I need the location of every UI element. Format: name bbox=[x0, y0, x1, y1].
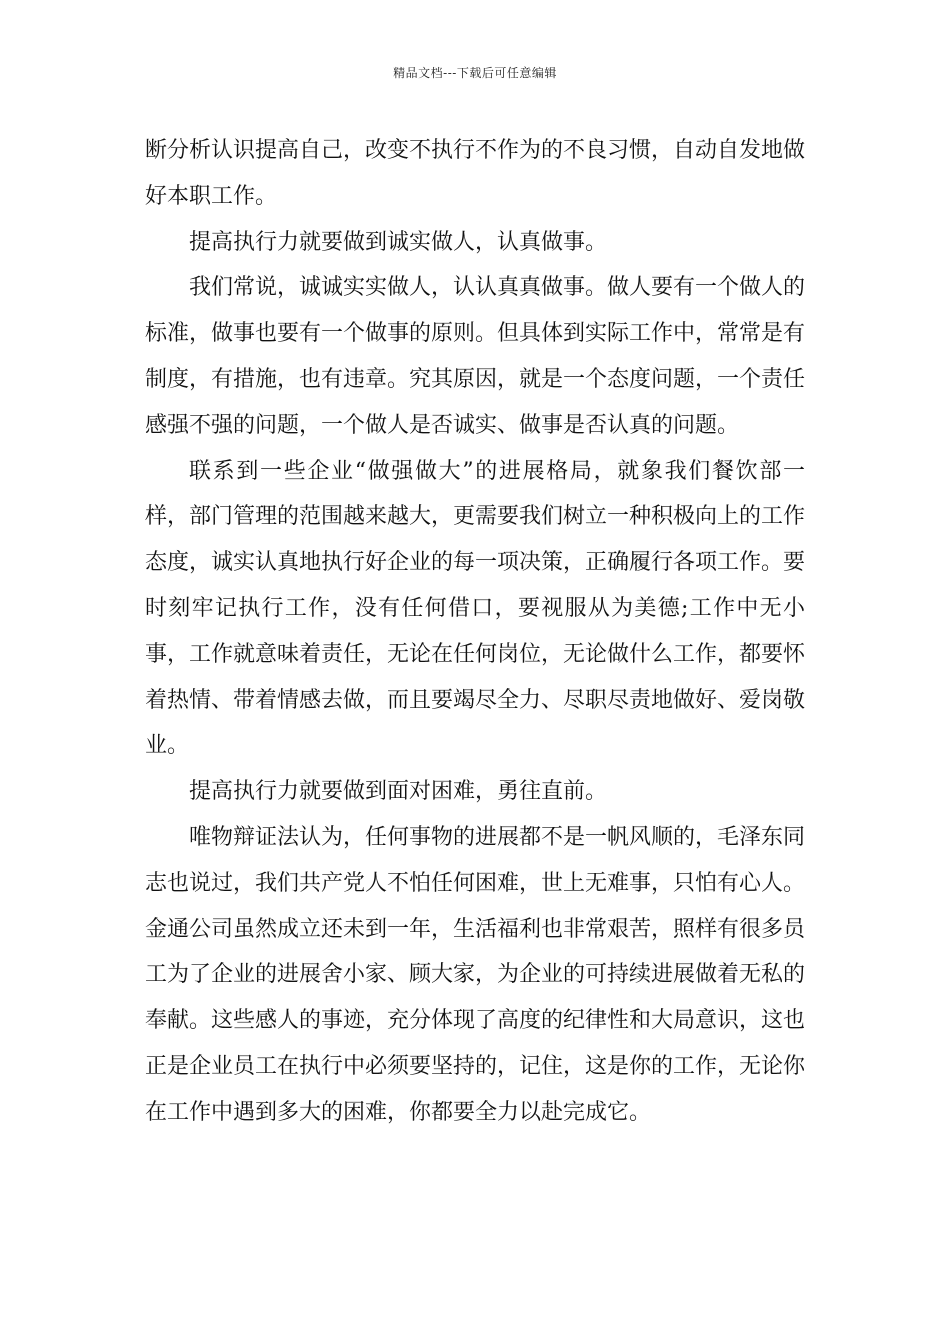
document-body bbox=[145, 128, 805, 1136]
paragraph-4: 联系到一些企业“做强做大”的进展格局，就象我们餐饮部一样，部门管理的范围越来越大，更需要我们树立一种积极向上的工作态度，诚实认真地执行好企业的每一项决策，正确履行各项工作。要时刻牢记执行工作，没有任何借口，要视服从为美德;工作中无小事，工作就意味着责任，无论在任何岗位，无论做什么工作，都要怀着热情、带着情感去做，而且要竭尽全力、尽职尽责地做好、爱岗敬业。 bbox=[145, 458, 806, 759]
paragraph-5: 提高执行力就要做到面对困难，勇往直前。 bbox=[189, 779, 608, 805]
paragraph-1: 断分析认识提高自己，改变不执行不作为的不良习惯，自动自发地做好本职工作。 bbox=[145, 138, 806, 209]
paragraph-3: 我们常说，诚诚实实做人，认认真真做事。做人要有一个做人的标准，做事也要有一个做事的原则。但具体到实际工作中，常常是有制度，有措施，也有违章。究其原因，就是一个态度问题，一个责任感强不强的问题，一个做人是否诚实、做事是否认真的问题。 bbox=[145, 275, 806, 438]
paragraph-2: 提高执行力就要做到诚实做人，认真做事。 bbox=[189, 229, 608, 255]
page-header: 精品文档---下载后可任意编辑 bbox=[393, 66, 557, 80]
paragraph-6: 唯物辩证法认为，任何事物的进展都不是一帆风顺的，毛泽东同志也说过，我们共产党人不怕任何困难，世上无难事，只怕有心人。金通公司虽然成立还未到一年，生活福利也非常艰苦，照样有很多员工为了企业的进展舍小家、顾大家，为企业的可持续进展做着无私的奉献。这些感人的事迹，充分体现了高度的纪律性和大局意识，这也正是企业员工在执行中必须要坚持的，记住，这是你的工作，无论你在工作中遇到多大的困难，你都要全力以赴完成它。 bbox=[145, 824, 806, 1125]
